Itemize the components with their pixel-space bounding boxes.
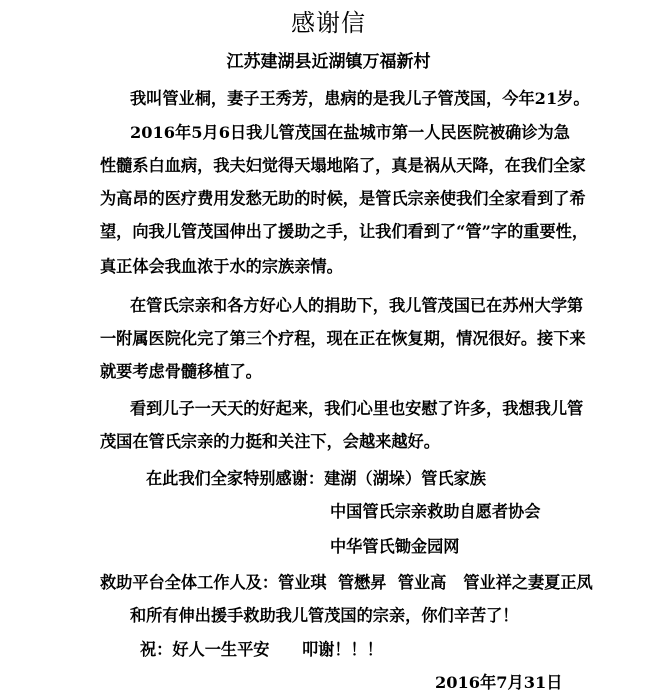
letter-date: 2016年7月31日	[435, 673, 563, 692]
paragraph-2-line-1: 2016年5月6日我儿管茂国在盐城市第一人民医院被确诊为急	[130, 123, 570, 142]
paragraph-4-line-2: 茂国在管氏宗亲的力挺和关注下，会越来越好。	[100, 432, 440, 451]
thanks-org-2: 中国管氏宗亲救助自愿者协会	[330, 502, 541, 521]
letter-location: 江苏建湖县近湖镇万福新村	[226, 52, 431, 72]
paragraph-1-line-1: 我叫管业桐，妻子王秀芳，患病的是我儿子管茂国，今年21岁。	[130, 89, 590, 108]
thanks-org-1: 建湖（湖垛）管氏家族	[324, 469, 486, 488]
blessing: 祝：好人一生平安	[140, 640, 270, 659]
paragraph-3-line-3: 就要考虑骨髓移植了。	[100, 362, 262, 381]
bow-thanks: 叩谢！！！	[302, 640, 383, 659]
paragraph-2-line-3: 为高昂的医疗费用发愁无助的时候，是管氏宗亲使我们全家看到了希	[100, 189, 586, 208]
thanks-org-3: 中华管氏锄金园网	[330, 537, 460, 556]
staff-line: 救助平台全体工作人及：管业琪 管懋昇 管业高 管业祥之妻夏正凤	[100, 573, 593, 592]
paragraph-2-line-5: 真正体会我血浓于水的宗族亲情。	[100, 257, 343, 276]
thanks-intro-label: 在此我们全家特别感谢：	[146, 469, 325, 488]
paragraph-2-line-2: 性髓系白血病，我夫妇觉得天塌地陷了，真是祸从天降，在我们全家	[100, 156, 586, 175]
paragraph-4-line-1: 看到儿子一天天的好起来，我们心里也安慰了许多，我想我儿管	[130, 399, 584, 418]
paragraph-3-line-2: 一附属医院化完了第三个疗程，现在正在恢复期，情况很好。接下来	[100, 329, 586, 348]
letter-title: 感谢信	[291, 9, 366, 37]
paragraph-3-line-1: 在管氏宗亲和各方好心人的捐助下，我儿管茂国已在苏州大学第	[130, 296, 584, 315]
closing-line: 和所有伸出援手救助我儿管茂国的宗亲，你们辛苦了！	[130, 606, 519, 625]
thanks-intro	[146, 468, 486, 490]
paragraph-2-line-4: 望，向我儿管茂国伸出了援助之手，让我们看到了“管”字的重要性，	[100, 222, 589, 241]
